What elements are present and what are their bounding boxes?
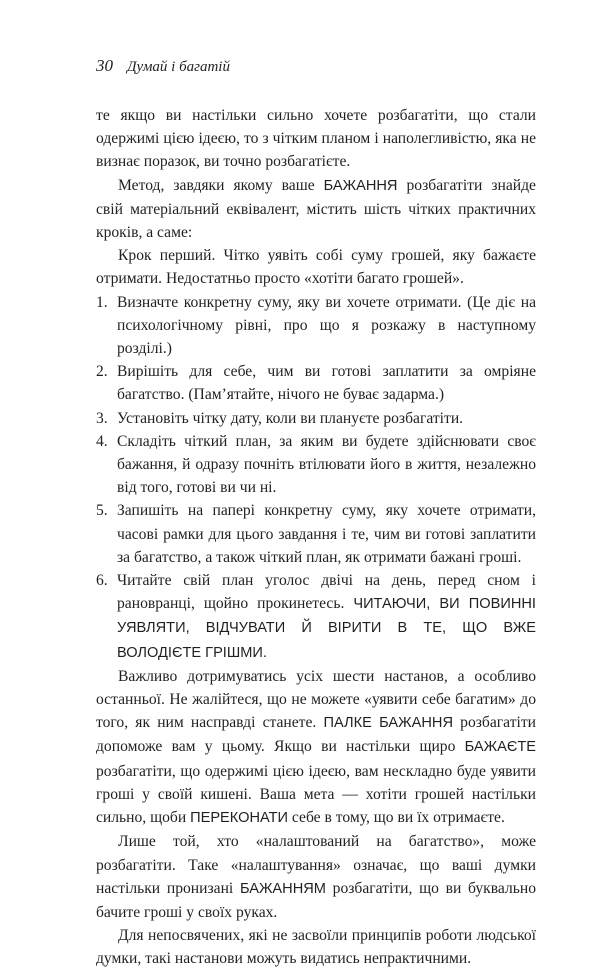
paragraph-5-caps: БАЖАННЯМ xyxy=(239,880,326,897)
paragraph-5-text-b: розбагатіти, що ви буквально бачите гроші у своїх руках. xyxy=(96,879,536,921)
paragraph-4 xyxy=(96,665,536,830)
paragraph-4-text-c: розбагатіти, що одержимі цією ідеєю, вам нескладно буде уявити гроші у своїй кишені. Ваша мета — хотіти грошей настільки сильно, щоби xyxy=(96,762,536,827)
step-number: 6. xyxy=(96,572,108,590)
step-text: Складіть чіткий план, за яким ви будете здійснювати своє бажання, й одразу почніть втілювати його в життя, незалежно від того, готові ви чи ні. xyxy=(117,432,536,497)
paragraph-6 xyxy=(96,924,536,970)
list-item xyxy=(96,360,536,406)
paragraph-4-caps-1: ПАЛКЕ БАЖАННЯ xyxy=(323,715,453,732)
step-number: 4. xyxy=(96,432,108,450)
paragraph-2-caps: БАЖАННЯ xyxy=(323,177,398,194)
paragraph-2-text-a: Метод, завдяки якому ваше xyxy=(118,176,324,194)
list-item xyxy=(96,499,536,569)
paragraph-6-text: Для непосвячених, які не засвоїли принципів роботи людської думки, такі настанови можуть видатись непрактичними. xyxy=(96,927,536,968)
step-text: Вирішіть для себе, чим ви готові заплатити за омріяне багатство. (Пам’ятайте, нічого не буває задарма.) xyxy=(117,363,536,404)
paragraph-5 xyxy=(96,830,536,924)
page-number: 30 xyxy=(96,56,113,75)
step-text: Запишіть на папері конкретну суму, яку хочете отримати, часові рамки для цього завдання і те, чим ви готові заплатити за багатство, а також чіткий план, як отримати бажані гроші. xyxy=(117,502,536,566)
list-item xyxy=(96,569,536,665)
paragraph-4-text-a: Важливо дотримуватись усіх шести настанов, а особливо останньої. Не жалійтеся, що не можете «уявити себе багатим» до того, як ним насправді станете. xyxy=(96,667,536,732)
paragraph-4-text-b: розбагатіти допоможе вам у цьому. Якщо ви настільки щиро xyxy=(96,714,536,756)
running-header xyxy=(96,56,536,76)
step-number: 5. xyxy=(96,502,108,520)
book-page xyxy=(96,56,536,971)
steps-list xyxy=(96,291,536,665)
paragraph-1 xyxy=(96,104,536,174)
paragraph-4-caps-2: БАЖАЄТЕ xyxy=(464,739,536,756)
paragraph-3-text: Крок перший. Чітко уявіть собі суму грошей, яку бажаєте отримати. Недостатньо просто «хотіти багато грошей». xyxy=(96,247,536,288)
paragraph-3 xyxy=(96,244,536,290)
list-item xyxy=(96,430,536,500)
step-number: 2. xyxy=(96,363,108,381)
step-text: Читайте свій план уголос двічі на день, перед сном і рановранці, щойно прокинетесь. xyxy=(117,572,536,613)
paragraph-4-text-d: себе в тому, що ви їх отримаєте. xyxy=(288,809,505,827)
step-caps-text: ЧИТАЮЧИ, ВИ ПОВИННІ УЯВЛЯТИ, ВІДЧУВАТИ Й ВІРИТИ В ТЕ, ЩО ВЖЕ ВОЛОДІЄТЕ ГРІШМИ. xyxy=(117,596,536,661)
list-item xyxy=(96,291,536,361)
step-text: Визначте конкретну суму, яку ви хочете отримати. (Це діє на психологічному рівні, про що я розкажу в наступному розділі.) xyxy=(117,293,536,358)
paragraph-4-caps-3: ПЕРЕКОНАТИ xyxy=(190,810,289,827)
paragraph-2 xyxy=(96,174,536,245)
step-number: 1. xyxy=(96,293,108,311)
paragraph-5-text-a: Лише той, хто «налаштований на багатство», може розбагатіти. Таке «налаштування» означає, що ваші думки настільки пронизані xyxy=(96,833,536,897)
body-text xyxy=(96,104,536,971)
paragraph-2-text-b: розбагатіти знайде свій матеріальний еквівалент, містить шість чітких практичних кроків, а саме: xyxy=(96,176,536,242)
book-title: Думай і багатій xyxy=(127,59,230,75)
step-text: Установіть чітку дату, коли ви плануєте розбагатіти. xyxy=(117,409,464,427)
list-item xyxy=(96,407,536,430)
step-number: 3. xyxy=(96,409,108,427)
paragraph-1-text: те якщо ви настільки сильно хочете розбагатіти, що стали одержимі цією ідеєю, то з чітким планом і наполегливістю, яка не визнає поразок, ви точно розбагатієте. xyxy=(96,107,536,171)
